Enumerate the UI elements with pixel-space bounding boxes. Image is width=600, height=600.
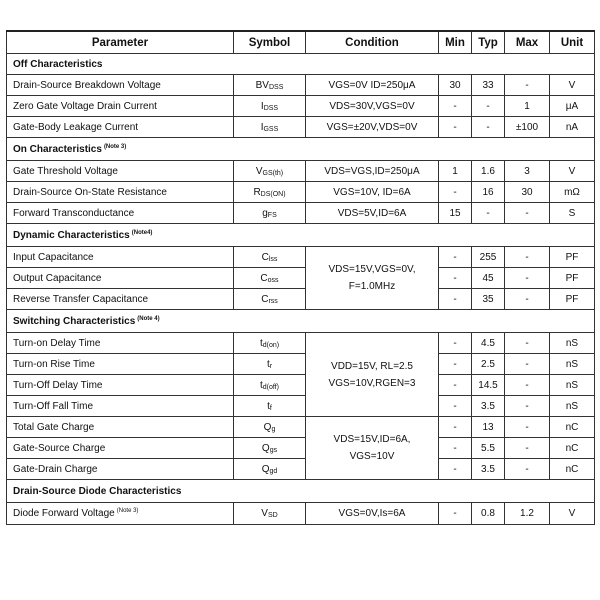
unit-cell: S: [550, 203, 595, 224]
typ-cell: 4.5: [472, 333, 505, 354]
min-cell: -: [439, 247, 472, 268]
unit-cell: nS: [550, 396, 595, 417]
condition-cell: VGS=0V,Is=6A: [306, 503, 439, 525]
symbol-cell: BVDSS: [234, 75, 306, 96]
max-cell: -: [505, 247, 550, 268]
min-cell: -: [439, 289, 472, 310]
symbol-cell: Coss: [234, 268, 306, 289]
table-row: [7, 96, 595, 117]
unit-cell: nS: [550, 333, 595, 354]
max-cell: 1.2: [505, 503, 550, 525]
typ-cell: -: [472, 96, 505, 117]
condition-cell: VGS=±20V,VDS=0V: [306, 117, 439, 138]
table-row: [7, 182, 595, 203]
section-title: Dynamic Characteristics $^{(Note4)}$: [7, 224, 595, 247]
symbol-cell: VSD: [234, 503, 306, 525]
param-cell: Gate-Drain Charge: [7, 459, 234, 480]
param-cell: Gate-Body Leakage Current: [7, 117, 234, 138]
table-row: [7, 117, 595, 138]
symbol-cell: IDSS: [234, 96, 306, 117]
header-unit: Unit: [550, 31, 595, 54]
min-cell: -: [439, 438, 472, 459]
max-cell: 1: [505, 96, 550, 117]
max-cell: -: [505, 289, 550, 310]
param-cell: Zero Gate Voltage Drain Current: [7, 96, 234, 117]
datasheet-table-wrapper: [6, 30, 594, 525]
section-off: [7, 54, 595, 75]
condition-cell: VDS=30V,VGS=0V: [306, 96, 439, 117]
table-row: [7, 75, 595, 96]
symbol-cell: td(on): [234, 333, 306, 354]
typ-cell: 1.6: [472, 161, 505, 182]
section-switching: [7, 310, 595, 333]
param-cell: Total Gate Charge: [7, 417, 234, 438]
typ-cell: 13: [472, 417, 505, 438]
unit-cell: PF: [550, 247, 595, 268]
param-cell: Drain-Source Breakdown Voltage: [7, 75, 234, 96]
typ-cell: 3.5: [472, 459, 505, 480]
table-row: [7, 459, 595, 480]
table-row: [7, 203, 595, 224]
max-cell: 3: [505, 161, 550, 182]
unit-cell: nS: [550, 354, 595, 375]
condition-cell: VDS=VGS,ID=250μA: [306, 161, 439, 182]
max-cell: -: [505, 75, 550, 96]
unit-cell: nS: [550, 375, 595, 396]
typ-cell: 45: [472, 268, 505, 289]
unit-cell: PF: [550, 289, 595, 310]
table-row: [7, 375, 595, 396]
symbol-cell: IGSS: [234, 117, 306, 138]
max-cell: 30: [505, 182, 550, 203]
unit-cell: μA: [550, 96, 595, 117]
table-row: [7, 289, 595, 310]
condition-cell: VDS=5V,ID=6A: [306, 203, 439, 224]
max-cell: -: [505, 354, 550, 375]
max-cell: ±100: [505, 117, 550, 138]
unit-cell: V: [550, 161, 595, 182]
symbol-cell: Qg: [234, 417, 306, 438]
table-row: [7, 438, 595, 459]
header-min: Min: [439, 31, 472, 54]
gate-charge-condition-cell: VDS=15V,ID=6A, VGS=10V: [306, 417, 439, 480]
header-condition: Condition: [306, 31, 439, 54]
symbol-cell: Qgs: [234, 438, 306, 459]
min-cell: -: [439, 396, 472, 417]
param-cell: Turn-on Delay Time: [7, 333, 234, 354]
symbol-cell: Crss: [234, 289, 306, 310]
header-row: [7, 31, 595, 54]
section-dynamic: [7, 224, 595, 247]
section-diode: [7, 480, 595, 503]
param-cell: Turn-Off Fall Time: [7, 396, 234, 417]
min-cell: -: [439, 333, 472, 354]
max-cell: -: [505, 333, 550, 354]
min-cell: 30: [439, 75, 472, 96]
table-row: [7, 417, 595, 438]
max-cell: -: [505, 203, 550, 224]
section-title: Switching Characteristics $^{(Note 4)}$: [7, 310, 595, 333]
typ-cell: -: [472, 117, 505, 138]
switching-condition-cell: VDD=15V, RL=2.5 VGS=10V,RGEN=3: [306, 333, 439, 417]
header-max: Max: [505, 31, 550, 54]
table-row: [7, 396, 595, 417]
param-cell: Drain-Source On-State Resistance: [7, 182, 234, 203]
param-cell: Output Capacitance: [7, 268, 234, 289]
table-row: [7, 161, 595, 182]
typ-cell: 14.5: [472, 375, 505, 396]
symbol-cell: td(off): [234, 375, 306, 396]
unit-cell: mΩ: [550, 182, 595, 203]
min-cell: -: [439, 96, 472, 117]
min-cell: -: [439, 182, 472, 203]
min-cell: -: [439, 268, 472, 289]
typ-cell: 0.8: [472, 503, 505, 525]
table-row: [7, 503, 595, 525]
symbol-cell: gFS: [234, 203, 306, 224]
symbol-cell: Clss: [234, 247, 306, 268]
min-cell: -: [439, 117, 472, 138]
min-cell: 15: [439, 203, 472, 224]
min-cell: 1: [439, 161, 472, 182]
unit-cell: nA: [550, 117, 595, 138]
param-cell: Turn-on Rise Time: [7, 354, 234, 375]
unit-cell: nC: [550, 438, 595, 459]
max-cell: -: [505, 396, 550, 417]
typ-cell: 2.5: [472, 354, 505, 375]
max-cell: -: [505, 375, 550, 396]
section-title: Off Characteristics: [7, 54, 595, 75]
unit-cell: V: [550, 503, 595, 525]
table-row: [7, 354, 595, 375]
header-symbol: Symbol: [234, 31, 306, 54]
typ-cell: 35: [472, 289, 505, 310]
unit-cell: nC: [550, 459, 595, 480]
typ-cell: 5.5: [472, 438, 505, 459]
electrical-characteristics-table: [6, 30, 595, 525]
param-cell: Turn-Off Delay Time: [7, 375, 234, 396]
symbol-cell: tf: [234, 396, 306, 417]
param-cell: Diode Forward Voltage $^{(Note 3)}$: [7, 503, 234, 525]
min-cell: -: [439, 417, 472, 438]
min-cell: -: [439, 459, 472, 480]
typ-cell: 33: [472, 75, 505, 96]
unit-cell: V: [550, 75, 595, 96]
typ-cell: -: [472, 203, 505, 224]
typ-cell: 255: [472, 247, 505, 268]
section-title: On Characteristics $^{(Note 3)}$: [7, 138, 595, 161]
section-title: Drain-Source Diode Characteristics: [7, 480, 595, 503]
capacitance-condition-cell: VDS=15V,VGS=0V, F=1.0MHz: [306, 247, 439, 310]
header-parameter: Parameter: [7, 31, 234, 54]
typ-cell: 16: [472, 182, 505, 203]
unit-cell: PF: [550, 268, 595, 289]
condition-cell: VGS=10V, ID=6A: [306, 182, 439, 203]
max-cell: -: [505, 438, 550, 459]
param-cell: Input Capacitance: [7, 247, 234, 268]
symbol-cell: RDS(ON): [234, 182, 306, 203]
table-row: [7, 247, 595, 268]
condition-cell: VGS=0V ID=250μA: [306, 75, 439, 96]
param-cell: Reverse Transfer Capacitance: [7, 289, 234, 310]
param-cell: Gate Threshold Voltage: [7, 161, 234, 182]
min-cell: -: [439, 375, 472, 396]
min-cell: -: [439, 503, 472, 525]
table-row: [7, 268, 595, 289]
symbol-cell: VGS(th): [234, 161, 306, 182]
max-cell: -: [505, 417, 550, 438]
unit-cell: nC: [550, 417, 595, 438]
param-cell: Gate-Source Charge: [7, 438, 234, 459]
param-cell: Forward Transconductance: [7, 203, 234, 224]
header-typ: Typ: [472, 31, 505, 54]
table-row: [7, 333, 595, 354]
min-cell: -: [439, 354, 472, 375]
typ-cell: 3.5: [472, 396, 505, 417]
max-cell: -: [505, 459, 550, 480]
section-on: [7, 138, 595, 161]
symbol-cell: tr: [234, 354, 306, 375]
max-cell: -: [505, 268, 550, 289]
symbol-cell: Qgd: [234, 459, 306, 480]
